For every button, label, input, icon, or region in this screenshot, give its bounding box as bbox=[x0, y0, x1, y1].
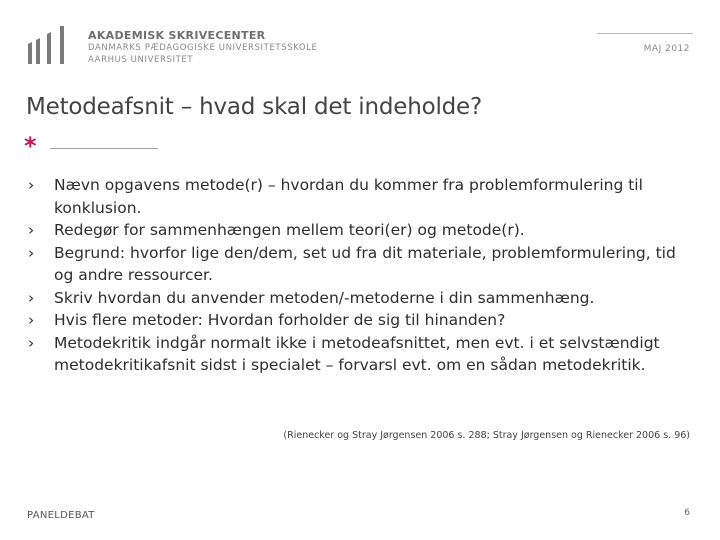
bullet-item bbox=[28, 287, 700, 310]
title-underline bbox=[50, 148, 158, 149]
chevron-right-icon: › bbox=[28, 333, 35, 352]
bullet-item bbox=[28, 309, 700, 332]
bullet-text: Skriv hvordan du anvender metoden/-metoderne i din sammenhæng. bbox=[54, 288, 595, 307]
slide-date: MAJ 2012 bbox=[643, 44, 690, 54]
bullet-item bbox=[28, 219, 700, 242]
bullet-text: Nævn opgavens metode(r) – hvordan du kommer fra problemformulering til konklusion. bbox=[54, 176, 643, 217]
organization-block bbox=[88, 30, 318, 66]
bullet-item bbox=[28, 332, 700, 377]
chevron-right-icon: › bbox=[28, 176, 35, 194]
reference-citation: (Rienecker og Stray Jørgensen 2006 s. 288; Stray Jørgensen og Rienecker 2006 s. 96) bbox=[283, 430, 690, 441]
org-university: AARHUS UNIVERSITET bbox=[88, 55, 194, 65]
bullet-text: Metodekritik indgår normalt ikke i metodeafsnittet, men evt. i et selvstændigt metodekritikafsnit sidst i specialet – forvarsl evt. om en sådan metodekritik. bbox=[54, 333, 660, 374]
org-name: AKADEMISK SKRIVECENTER bbox=[88, 29, 266, 42]
bullet-item bbox=[28, 174, 700, 219]
org-school: DANMARKS PÆDAGOGISKE UNIVERSITETSSKOLE bbox=[88, 43, 318, 53]
header-divider bbox=[597, 33, 693, 34]
university-logo bbox=[26, 26, 70, 64]
bullet-text: Redegør for sammenhængen mellem teori(er) og metode(r). bbox=[54, 221, 525, 239]
page-number: 6 bbox=[684, 508, 690, 518]
bullet-item bbox=[28, 242, 700, 287]
chevron-right-icon: › bbox=[28, 288, 35, 307]
slide-title: Metodeafsnit – hvad skal det indeholde? bbox=[26, 94, 482, 120]
footer-label: PANELDEBAT bbox=[27, 510, 95, 521]
chevron-right-icon: › bbox=[28, 311, 35, 329]
asterisk-icon: * bbox=[24, 132, 37, 160]
bullet-text: Begrund: hvorfor lige den/dem, set ud fra dit materiale, problemformulering, tid og andre ressourcer. bbox=[54, 243, 676, 284]
chevron-right-icon: › bbox=[28, 221, 35, 239]
bullet-list bbox=[28, 174, 700, 377]
chevron-right-icon: › bbox=[28, 243, 35, 262]
bullet-text: Hvis flere metoder: Hvordan forholder de sig til hinanden? bbox=[54, 311, 506, 329]
